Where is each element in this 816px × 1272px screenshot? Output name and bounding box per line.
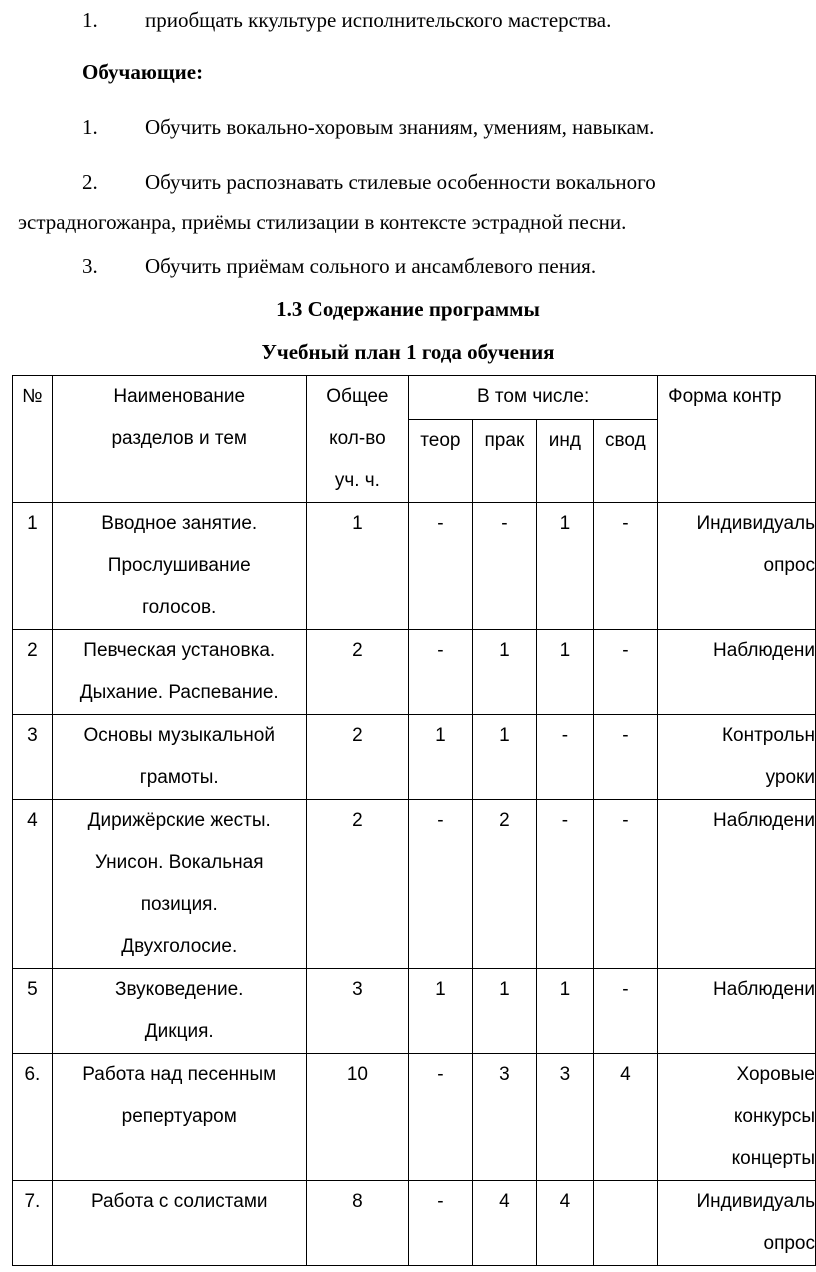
row-control-form-line: Наблюдени	[713, 979, 815, 1000]
row-topic-line: Работа над песенным	[82, 1064, 277, 1085]
row-total-hours: 8	[306, 1181, 408, 1266]
row-number: 4	[13, 800, 53, 969]
header-total-line: Общее	[326, 386, 389, 407]
list-number: 3.	[82, 254, 98, 278]
row-control-form	[658, 630, 816, 715]
section-title: 1.3 Содержание программы	[276, 297, 540, 321]
row-topic-line: грамоты.	[139, 767, 219, 788]
table-row	[13, 1054, 816, 1181]
row-combined-hours: -	[593, 800, 658, 969]
row-total-hours: 10	[306, 1054, 408, 1181]
row-combined-hours: -	[593, 503, 658, 630]
row-theory-hours: -	[409, 630, 473, 715]
row-topic	[52, 969, 306, 1054]
row-theory-hours: -	[409, 503, 473, 630]
row-individual-hours: -	[537, 715, 593, 800]
row-theory-hours: -	[409, 800, 473, 969]
row-control-form-line: Наблюдени	[713, 640, 815, 661]
row-practice-hours: 1	[472, 969, 536, 1054]
list-number: 1.	[82, 115, 98, 139]
row-individual-hours: 3	[537, 1054, 593, 1181]
row-individual-hours: 1	[537, 503, 593, 630]
row-control-form-line: Индивидуаль	[696, 513, 815, 534]
row-theory-hours: 1	[409, 969, 473, 1054]
row-practice-hours: 3	[472, 1054, 536, 1181]
row-control-form-line: Контрольн	[721, 725, 815, 746]
row-topic-line: Звуковедение.	[115, 979, 244, 1000]
row-total-hours: 1	[306, 503, 408, 630]
list-text: Обучить приёмам сольного и ансамблевого пения.	[145, 254, 597, 278]
table-row	[13, 503, 816, 630]
row-practice-hours: 2	[472, 800, 536, 969]
header-svod: свод	[593, 420, 658, 503]
row-topic-line: Двухголосие.	[121, 936, 238, 957]
row-topic-line: репертуаром	[121, 1106, 237, 1127]
row-topic	[52, 800, 306, 969]
row-control-form-line: опрос	[763, 1233, 815, 1254]
row-number: 2	[13, 630, 53, 715]
row-combined-hours: -	[593, 715, 658, 800]
header-total-line: уч. ч.	[334, 470, 380, 491]
row-control-form-line: уроки	[765, 767, 815, 788]
row-combined-hours: 4	[593, 1054, 658, 1181]
row-topic-line: Дикция.	[144, 1021, 214, 1042]
row-control-form-line: конкурсы	[733, 1106, 815, 1127]
row-theory-hours: -	[409, 1054, 473, 1181]
row-topic-line: Вводное занятие.	[101, 513, 258, 534]
row-combined-hours: -	[593, 630, 658, 715]
row-number: 6.	[13, 1054, 53, 1181]
row-control-form	[658, 969, 816, 1054]
row-total-hours: 3	[306, 969, 408, 1054]
header-total-line: кол-во	[329, 428, 386, 449]
list-number: 1.	[82, 8, 98, 32]
row-topic-line: голосов.	[142, 597, 217, 618]
header-including: В том числе:	[409, 376, 658, 420]
row-topic-line: Прослушивание	[107, 555, 251, 576]
row-control-form-line: опрос	[763, 555, 815, 576]
row-control-form-line: концерты	[731, 1148, 815, 1169]
row-topic	[52, 1054, 306, 1181]
row-topic-line: Основы музыкальной	[83, 725, 275, 746]
row-practice-hours: 1	[472, 630, 536, 715]
row-control-form-line: Индивидуаль	[696, 1191, 815, 1212]
row-individual-hours: -	[537, 800, 593, 969]
row-total-hours: 2	[306, 630, 408, 715]
header-prak: прак	[472, 420, 536, 503]
row-control-form	[658, 715, 816, 800]
list-number: 2.	[82, 170, 98, 194]
row-theory-hours: -	[409, 1181, 473, 1266]
row-control-form-line: Наблюдени	[713, 810, 815, 831]
row-practice-hours: -	[472, 503, 536, 630]
row-practice-hours: 4	[472, 1181, 536, 1266]
row-individual-hours: 1	[537, 630, 593, 715]
row-control-form	[658, 1181, 816, 1266]
row-combined-hours: -	[593, 969, 658, 1054]
list-text-continuation: эстрадногожанра, приёмы стилизации в контексте эстрадной песни.	[18, 210, 627, 234]
curriculum-table	[12, 375, 816, 1266]
row-control-form	[658, 503, 816, 630]
row-combined-hours	[593, 1181, 658, 1266]
table-row	[13, 800, 816, 969]
row-control-form	[658, 1054, 816, 1181]
row-control-form-line: Хоровые	[736, 1064, 815, 1085]
row-number: 5	[13, 969, 53, 1054]
row-control-form	[658, 800, 816, 969]
plan-title: Учебный план 1 года обучения	[261, 340, 555, 364]
header-name-line: Наименование	[113, 386, 246, 407]
row-topic	[52, 715, 306, 800]
row-topic	[52, 630, 306, 715]
row-topic	[52, 503, 306, 630]
row-topic-line: Унисон. Вокальная	[94, 852, 264, 873]
table-row	[13, 715, 816, 800]
list-text: Обучить распознавать стилевые особенности вокального	[145, 170, 656, 194]
row-topic-line: позиция.	[140, 894, 218, 915]
header-name	[52, 376, 306, 503]
row-topic-line: Певческая установка.	[83, 640, 276, 661]
header-name-line: разделов и тем	[111, 428, 247, 449]
table-row	[13, 969, 816, 1054]
teaching-heading: Обучающие:	[82, 60, 204, 84]
header-control: Форма контр	[658, 376, 816, 503]
row-total-hours: 2	[306, 715, 408, 800]
row-practice-hours: 1	[472, 715, 536, 800]
row-topic-line: Дирижёрские жесты.	[87, 810, 271, 831]
table-row	[13, 630, 816, 715]
row-number: 1	[13, 503, 53, 630]
header-total	[306, 376, 408, 503]
row-theory-hours: 1	[409, 715, 473, 800]
row-total-hours: 2	[306, 800, 408, 969]
list-text: приобщать ккультуре исполнительского мастерства.	[145, 8, 612, 32]
row-topic-line: Работа с солистами	[90, 1191, 268, 1212]
row-number: 3	[13, 715, 53, 800]
header-num: №	[13, 376, 53, 503]
row-topic-line: Дыхание. Распевание.	[79, 682, 279, 703]
row-number: 7.	[13, 1181, 53, 1266]
header-teor: теор	[409, 420, 473, 503]
header-ind: инд	[537, 420, 593, 503]
list-text: Обучить вокально-хоровым знаниям, умениям, навыкам.	[145, 115, 655, 139]
row-individual-hours: 4	[537, 1181, 593, 1266]
row-topic	[52, 1181, 306, 1266]
table-row	[13, 1181, 816, 1266]
row-individual-hours: 1	[537, 969, 593, 1054]
